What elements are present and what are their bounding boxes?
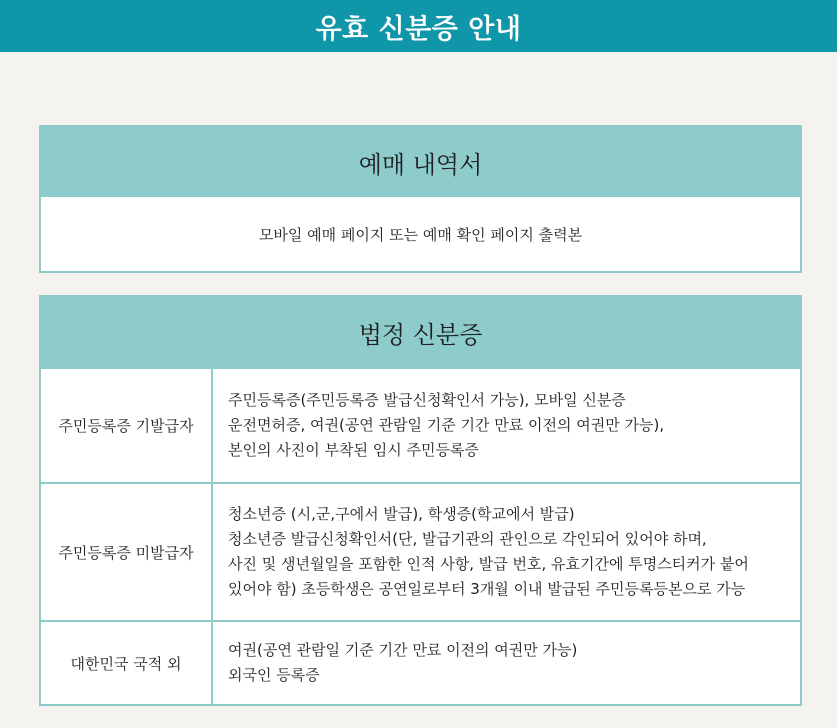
content-line: 운전면허증, 여권(공연 관람일 기준 기간 만료 이전의 여권만 가능), <box>228 416 665 434</box>
row-label-issued: 주민등록증 기발급자 <box>41 369 213 482</box>
page-title: 유효 신분증 안내 <box>315 13 522 45</box>
content-line: 외국인 등록증 <box>228 666 320 684</box>
ticket-history-content: 모바일 예매 페이지 또는 예매 확인 페이지 출력본 <box>258 225 583 244</box>
content-line: 청소년증 (시,군,구에서 발급), 학생증(학교에서 발급) <box>228 505 575 523</box>
table-row <box>41 482 800 620</box>
row-content-foreigner <box>213 622 800 704</box>
content-line: 주민등록증(주민등록증 발급신청확인서 가능), 모바일 신분증 <box>228 391 626 409</box>
content-line: 여권(공연 관람일 기준 기간 만료 이전의 여권만 가능) <box>228 641 578 659</box>
ticket-history-section <box>39 125 802 273</box>
row-label-not-issued: 주민등록증 미발급자 <box>41 484 213 620</box>
legal-id-title: 법정 신분증 <box>41 297 800 367</box>
ticket-history-title: 예매 내역서 <box>41 127 800 197</box>
row-content-issued <box>213 369 800 482</box>
row-content-not-issued <box>213 484 800 620</box>
content-line: 있어야 함) 초등학생은 공연일로부터 3개월 이내 발급된 주민등록등본으로 가능 <box>228 580 746 598</box>
header-banner <box>0 0 837 52</box>
row-label-foreigner: 대한민국 국적 외 <box>41 622 213 704</box>
table-row <box>41 367 800 482</box>
content-line: 사진 및 생년월일을 포함한 인적 사항, 발급 번호, 유효기간에 투명스티커가 붙어 <box>228 555 749 573</box>
legal-id-section <box>39 295 802 706</box>
table-row <box>41 620 800 704</box>
content-line: 본인의 사진이 부착된 임시 주민등록증 <box>228 441 479 459</box>
content-line: 청소년증 발급신청확인서(단, 발급기관의 관인으로 각인되어 있어야 하며, <box>228 530 707 548</box>
